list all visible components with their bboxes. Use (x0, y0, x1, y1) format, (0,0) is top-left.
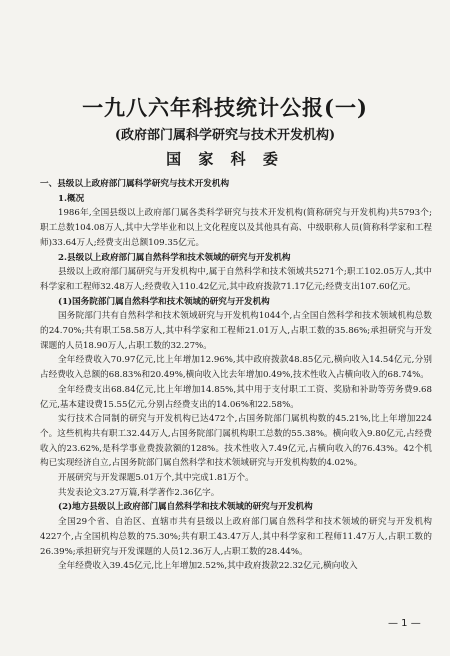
paragraph: 共发表论文3.27万篇,科学著作2.36亿字。 (58, 487, 220, 498)
issuing-organization: 国 家 科 委 (166, 150, 284, 168)
document-subtitle: (政府部门属科学研究与技术开发机构) (114, 128, 336, 143)
subsection-heading: (2)地方县级以上政府部门属自然科学和技术领域的研究与开发机构 (58, 502, 313, 513)
paragraph: 县级以上政府部门属研究与开发机构中,属于自然科学和技术领域共5271个;职工102.05万人,其中科学家和工程师32.48万人;经费收入110.42亿元,其中政府拨款71.17亿元;经费支出107.60亿元。 (40, 267, 432, 292)
paragraph: 实行技术合同制的研究与开发机构已达472个,占国务院部门属机构数的45.21%,比上年增加224个。这些机构共有职工32.44万人,占国务院部门属机构职工总数的55.38%。横向收入9.80亿元,占经费收入的23.62%,是科学事业费拨款额的128%。技术性收入7.49亿元,占横向收入的76.43%。42个机构已实现经济自立,占国务院部门属自然科学和技术领域研究与开发机构数的4.02%。 (40, 414, 432, 469)
paragraph: 开展研究与开发课题5.01万个,其中完成1.81万个。 (58, 473, 254, 484)
document-body (40, 177, 432, 574)
paragraph: 全年经费收入70.97亿元,比上年增加12.96%,其中政府拨款48.85亿元,横向收入14.54亿元,分别占经费收入总额的68.83%和20.49%,横向收入比去年增加0.49%,技术性收入占横向收入的68.74%。 (40, 355, 432, 381)
section-heading: 一、县级以上政府部门属科学研究与技术开发机构 (40, 179, 230, 189)
paragraph: 全国29个省、自治区、直辖市共有县级以上政府部门属自然科学和技术领域的研究与开发机构4227个,占全国机构总数的75.30%;共有职工43.47万人,其中科学家和工程师11.47万人,占职工数的26.39%;承担研究与开发课题的人员12.36万人,占职工数的28.44%。 (40, 517, 432, 557)
page-number: — 1 — (388, 618, 421, 629)
subsection-heading: 1.概况 (58, 193, 85, 204)
subsection-heading: (1)国务院部门属自然科学和技术领域的研究与开发机构 (58, 296, 270, 307)
paragraph: 国务院部门共有自然科学和技术领域研究与开发机构1044个,占全国自然科学和技术领域机构总数的24.70%;共有职工58.58万人,其中科学家和工程师21.01万人,占职工数的35.86%;承担研究与开发课题的人员18.90万人,占职工数的32.27%。 (40, 311, 432, 351)
paragraph: 1986年,全国县级以上政府部门属各类科学研究与技术开发机构(简称研究与开发机构)共5793个;职工总数104.08万人,其中大学毕业和以上文化程度以及其他具有高、中级职称人员(简称科学家和工程师)33.64万人;经费支出总额109.35亿元。 (40, 208, 432, 248)
document-title: 一九八六年科技统计公报(一) (82, 95, 368, 120)
paragraph: 全年经费收入39.45亿元,比上年增加2.52%,其中政府拨款22.32亿元,横向收入 (58, 561, 358, 572)
paragraph: 全年经费支出68.84亿元,比上年增加14.85%,其中用于支付职工工资、奖励和补助等劳务费9.68亿元,基本建设费15.55亿元,分别占经费支出的14.06%和22.58%。 (40, 384, 432, 410)
subsection-heading: 2.县级以上政府部门属自然科学和技术领域的研究与开发机构 (58, 252, 291, 263)
